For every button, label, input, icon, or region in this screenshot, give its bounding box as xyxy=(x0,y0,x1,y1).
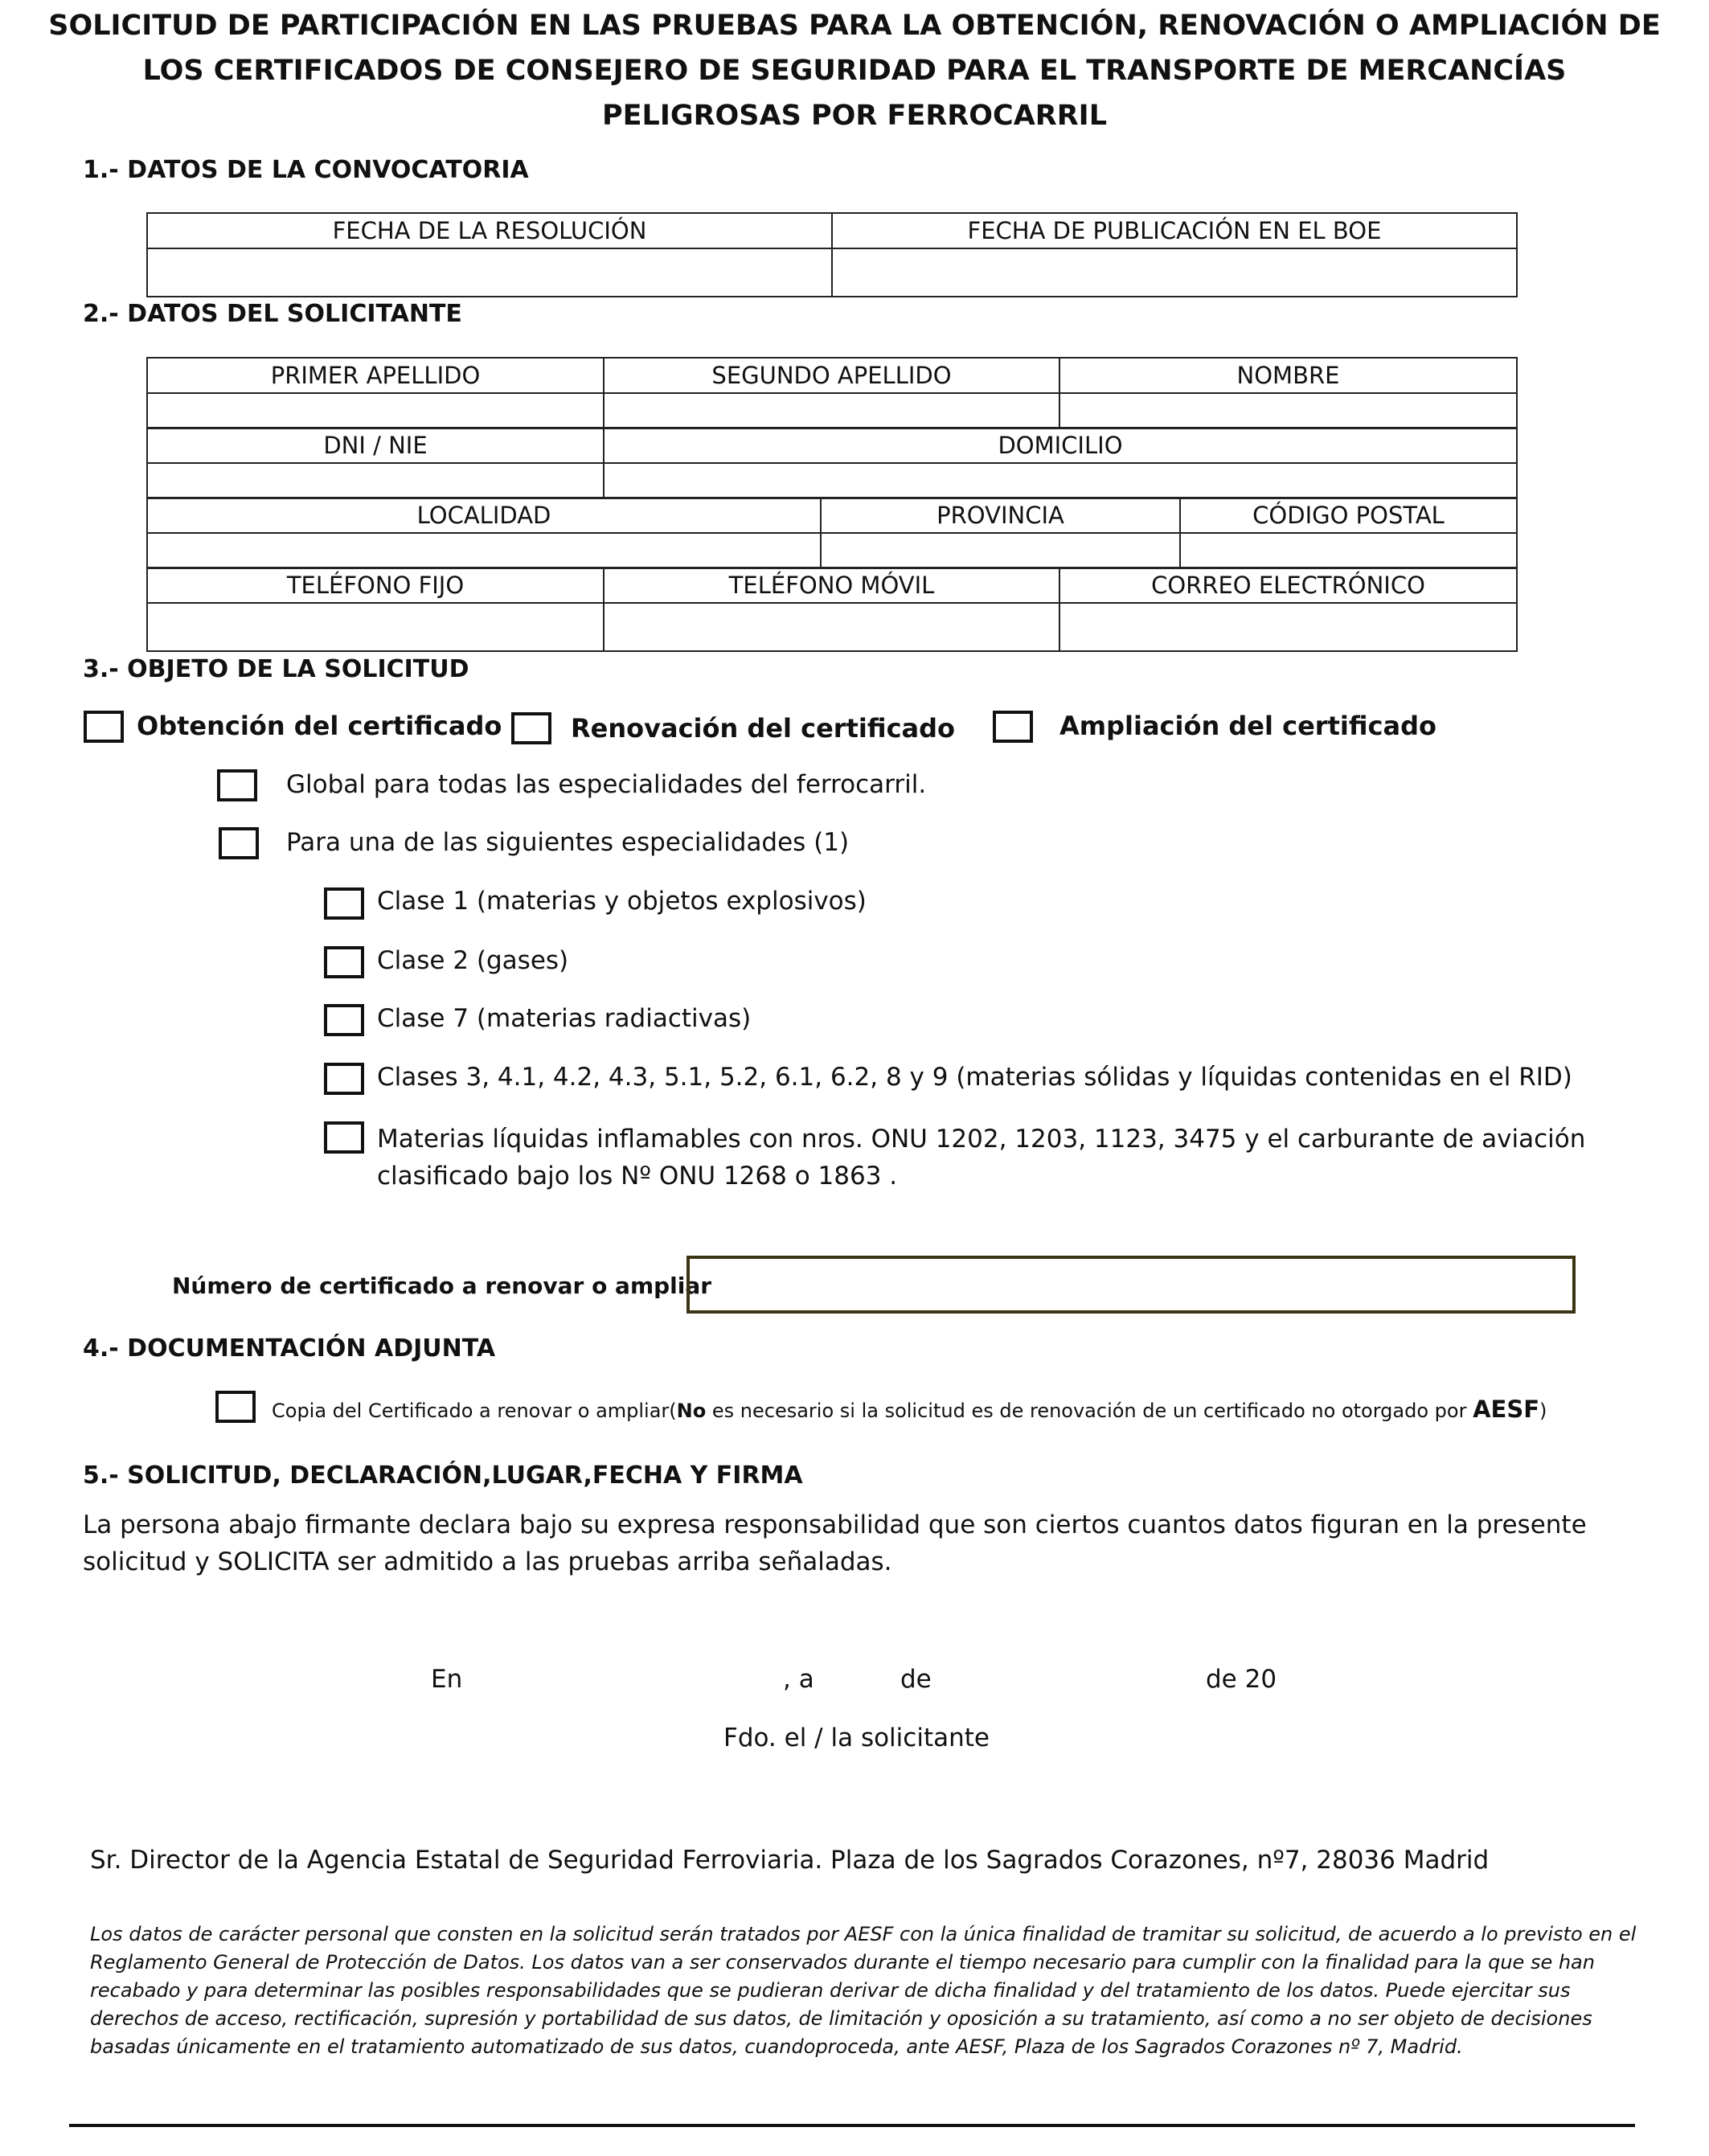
primer-apellido-field[interactable] xyxy=(147,393,604,428)
segundo-apellido-field[interactable] xyxy=(604,393,1059,428)
solicitante-row-3 xyxy=(146,497,1518,569)
copia-certificado-checkbox[interactable] xyxy=(215,1391,256,1423)
section-5-heading: 5.- SOLICITUD, DECLARACIÓN,LUGAR,FECHA Y FIRMA xyxy=(83,1461,803,1490)
fecha-de-20-label: de 20 xyxy=(1206,1665,1277,1694)
dni-field[interactable] xyxy=(147,463,604,498)
fecha-publicacion-header: FECHA DE PUBLICACIÓN EN EL BOE xyxy=(832,213,1517,248)
clases-varias-checkbox[interactable] xyxy=(324,1063,364,1095)
numero-certificado-input[interactable] xyxy=(686,1256,1576,1314)
title-line-3: PELIGROSAS POR FERROCARRIL xyxy=(601,100,1108,132)
una-especialidad-checkbox[interactable] xyxy=(219,827,259,859)
legal-line-5: basadas únicamente en el tratamiento automatizado de sus datos, cuandoproceda, ante AESF, Plaza de los Sagrados Corazones nº 7, Madrid. xyxy=(90,2035,1463,2058)
clase2-label: Clase 2 (gases) xyxy=(377,946,569,975)
domicilio-header: DOMICILIO xyxy=(604,428,1517,463)
section-4-heading: 4.- DOCUMENTACIÓN ADJUNTA xyxy=(83,1334,496,1363)
solicitante-row-4 xyxy=(146,567,1518,652)
liquidas-line-2: clasificado bajo los Nº ONU 1268 o 1863 . xyxy=(377,1162,898,1191)
localidad-field[interactable] xyxy=(147,533,821,568)
telefono-movil-field[interactable] xyxy=(604,603,1059,651)
provincia-field[interactable] xyxy=(821,533,1180,568)
correo-field[interactable] xyxy=(1059,603,1517,651)
renovacion-label: Renovación del certificado xyxy=(571,713,956,744)
fecha-de-label: de xyxy=(900,1665,932,1694)
legal-line-4: derechos de acceso, rectificación, supresión y portabilidad de sus datos, de limitación y oposición a su tratamiento, así como a no ser objeto de decisiones xyxy=(90,2007,1592,2030)
provincia-header: PROVINCIA xyxy=(821,498,1180,533)
renovacion-checkbox[interactable] xyxy=(511,712,551,744)
legal-line-2: Reglamento General de Protección de Datos. Los datos van a ser conservados durante el tiempo necesario para cumplir con la finalidad para la que se han xyxy=(90,1951,1595,1974)
fecha-a-label: , a xyxy=(783,1665,814,1694)
dni-header: DNI / NIE xyxy=(147,428,604,463)
clases-varias-label: Clases 3, 4.1, 4.2, 4.3, 5.1, 5.2, 6.1, 6.2, 8 y 9 (materias sólidas y líquidas contenidas en el RID) xyxy=(377,1063,1572,1092)
clase2-checkbox[interactable] xyxy=(324,946,364,978)
solicitante-row-2 xyxy=(146,427,1518,499)
title-line-2: LOS CERTIFICADOS DE CONSEJERO DE SEGURIDAD PARA EL TRANSPORTE DE MERCANCÍAS xyxy=(142,55,1567,87)
primer-apellido-header: PRIMER APELLIDO xyxy=(147,358,604,393)
obtencion-checkbox[interactable] xyxy=(84,711,124,743)
copia-certificado-label: Copia del Certificado a renovar o ampliar(No es necesario si la solicitud es de renovación de un certificado no otorgado por AESF) xyxy=(272,1396,1547,1423)
firma-label: Fdo. el / la solicitante xyxy=(723,1724,990,1752)
legal-line-3: recabado y para determinar las posibles responsabilidades que se pudieran derivar de dicha finalidad y del tratamiento de los datos. Puede ejercitar sus xyxy=(90,1979,1571,2002)
lugar-en-label: En xyxy=(431,1665,463,1694)
ampliacion-checkbox[interactable] xyxy=(993,711,1033,743)
domicilio-field[interactable] xyxy=(604,463,1517,498)
global-label: Global para todas las especialidades del ferrocarril. xyxy=(286,770,927,799)
global-checkbox[interactable] xyxy=(217,769,257,801)
convocatoria-table xyxy=(146,212,1518,297)
segundo-apellido-header: SEGUNDO APELLIDO xyxy=(604,358,1059,393)
liquidas-inflamables-checkbox[interactable] xyxy=(324,1121,364,1154)
fecha-resolucion-field[interactable] xyxy=(147,248,832,297)
telefono-fijo-header: TELÉFONO FIJO xyxy=(147,568,604,603)
declaracion-line-1: La persona abajo firmante declara bajo su expresa responsabilidad que son ciertos cuantos datos figuran en la presente xyxy=(83,1510,1587,1539)
correo-header: CORREO ELECTRÓNICO xyxy=(1059,568,1517,603)
fecha-publicacion-field[interactable] xyxy=(832,248,1517,297)
proteccion-datos-text xyxy=(90,1920,1637,2061)
liquidas-line-1: Materias líquidas inflamables con nros. ONU 1202, 1203, 1123, 3475 y el carburante de aviación xyxy=(377,1125,1586,1154)
solicitante-row-1 xyxy=(146,357,1518,429)
clase7-label: Clase 7 (materias radiactivas) xyxy=(377,1004,752,1033)
clase7-checkbox[interactable] xyxy=(324,1004,364,1036)
codigo-postal-header: CÓDIGO POSTAL xyxy=(1180,498,1517,533)
declaracion-text xyxy=(83,1506,1587,1580)
clase1-checkbox[interactable] xyxy=(324,887,364,920)
legal-line-1: Los datos de carácter personal que consten en la solicitud serán tratados por AESF con la única finalidad de tramitar su solicitud, de acuerdo a lo previsto en el xyxy=(90,1923,1637,1945)
bottom-divider xyxy=(69,2124,1635,2127)
section-1-heading: 1.- DATOS DE LA CONVOCATORIA xyxy=(83,156,529,184)
ampliacion-label: Ampliación del certificado xyxy=(1059,711,1436,741)
localidad-header: LOCALIDAD xyxy=(147,498,821,533)
section-3-heading: 3.- OBJETO DE LA SOLICITUD xyxy=(83,655,469,683)
nombre-header: NOMBRE xyxy=(1059,358,1517,393)
title-line-1: SOLICITUD DE PARTICIPACIÓN EN LAS PRUEBAS PARA LA OBTENCIÓN, RENOVACIÓN O AMPLIACIÓN DE xyxy=(48,10,1661,42)
destinatario-text: Sr. Director de la Agencia Estatal de Seguridad Ferroviaria. Plaza de los Sagrados Corazones, nº7, 28036 Madrid xyxy=(90,1846,1490,1875)
codigo-postal-field[interactable] xyxy=(1180,533,1517,568)
numero-certificado-label: Número de certificado a renovar o ampliar xyxy=(172,1273,712,1299)
telefono-movil-header: TELÉFONO MÓVIL xyxy=(604,568,1059,603)
una-especialidad-label: Para una de las siguientes especialidades (1) xyxy=(286,828,850,857)
clase1-label: Clase 1 (materias y objetos explosivos) xyxy=(377,887,867,916)
document-title xyxy=(48,3,1661,138)
obtencion-label: Obtención del certificado xyxy=(137,711,502,741)
liquidas-inflamables-label xyxy=(377,1121,1585,1195)
declaracion-line-2: solicitud y SOLICITA ser admitido a las pruebas arriba señaladas. xyxy=(83,1547,892,1576)
telefono-fijo-field[interactable] xyxy=(147,603,604,651)
nombre-field[interactable] xyxy=(1059,393,1517,428)
fecha-resolucion-header: FECHA DE LA RESOLUCIÓN xyxy=(147,213,832,248)
section-2-heading: 2.- DATOS DEL SOLICITANTE xyxy=(83,300,462,328)
